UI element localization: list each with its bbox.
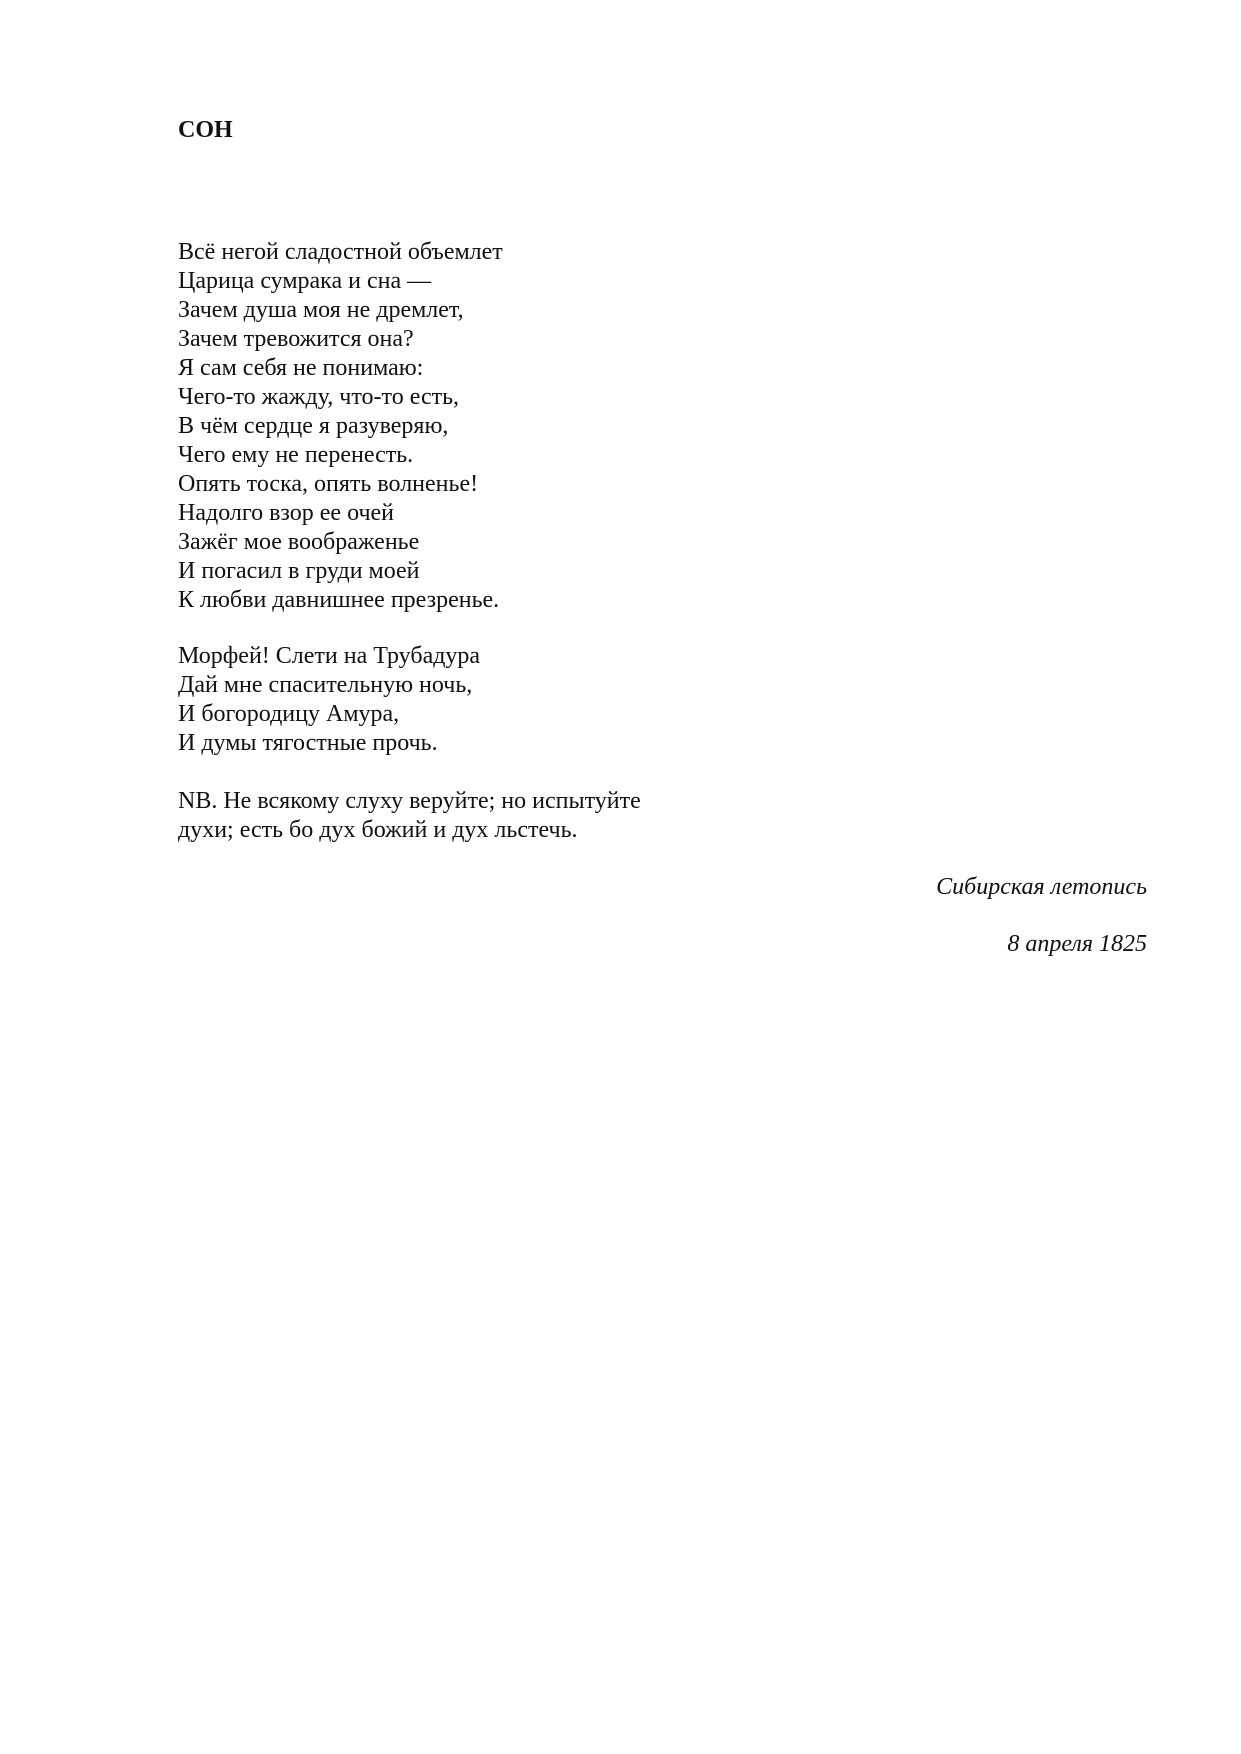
poem-title: СОН [178, 117, 233, 143]
poem-stanza-2 [178, 642, 480, 758]
poem-line: Зачем тревожится она? [178, 326, 414, 352]
date-line: 8 апреля 1825 [1007, 931, 1147, 957]
note-line: NB. Не всякому слуху веруйте; но испытуйте [178, 788, 641, 814]
poem-line: И думы тягостные прочь. [178, 730, 438, 756]
poem-line: Зачем душа моя не дремлет, [178, 297, 464, 323]
poem-line: К любви давнишнее презренье. [178, 587, 500, 613]
poem-line: Опять тоска, опять волненье! [178, 471, 479, 497]
poem-line: В чём сердце я разуверяю, [178, 413, 449, 439]
poem-line: Морфей! Слети на Трубадура [178, 643, 481, 669]
poem-line: Чего-то жажду, что-то есть, [178, 384, 460, 410]
poem-line: И погасил в груди моей [178, 558, 420, 584]
poem-line: Надолго взор ее очей [178, 500, 395, 526]
note-line: духи; есть бо дух божий и дух льстечь. [178, 817, 578, 843]
source-attribution: Сибирская летопись [936, 874, 1147, 900]
poem-line: Всё негой сладостной объемлет [178, 239, 503, 265]
poem-line: Царица сумрака и сна — [178, 268, 432, 294]
poem-line: Зажёг мое воображенье [178, 529, 420, 555]
poem-line: Я сам себя не понимаю: [178, 355, 424, 381]
poem-stanza-1 [178, 238, 503, 615]
poem-line: Чего ему не перенесть. [178, 442, 414, 468]
poem-note [178, 787, 641, 845]
poem-line: И богородицу Амура, [178, 701, 400, 727]
poem-line: Дай мне спасительную ночь, [178, 672, 473, 698]
